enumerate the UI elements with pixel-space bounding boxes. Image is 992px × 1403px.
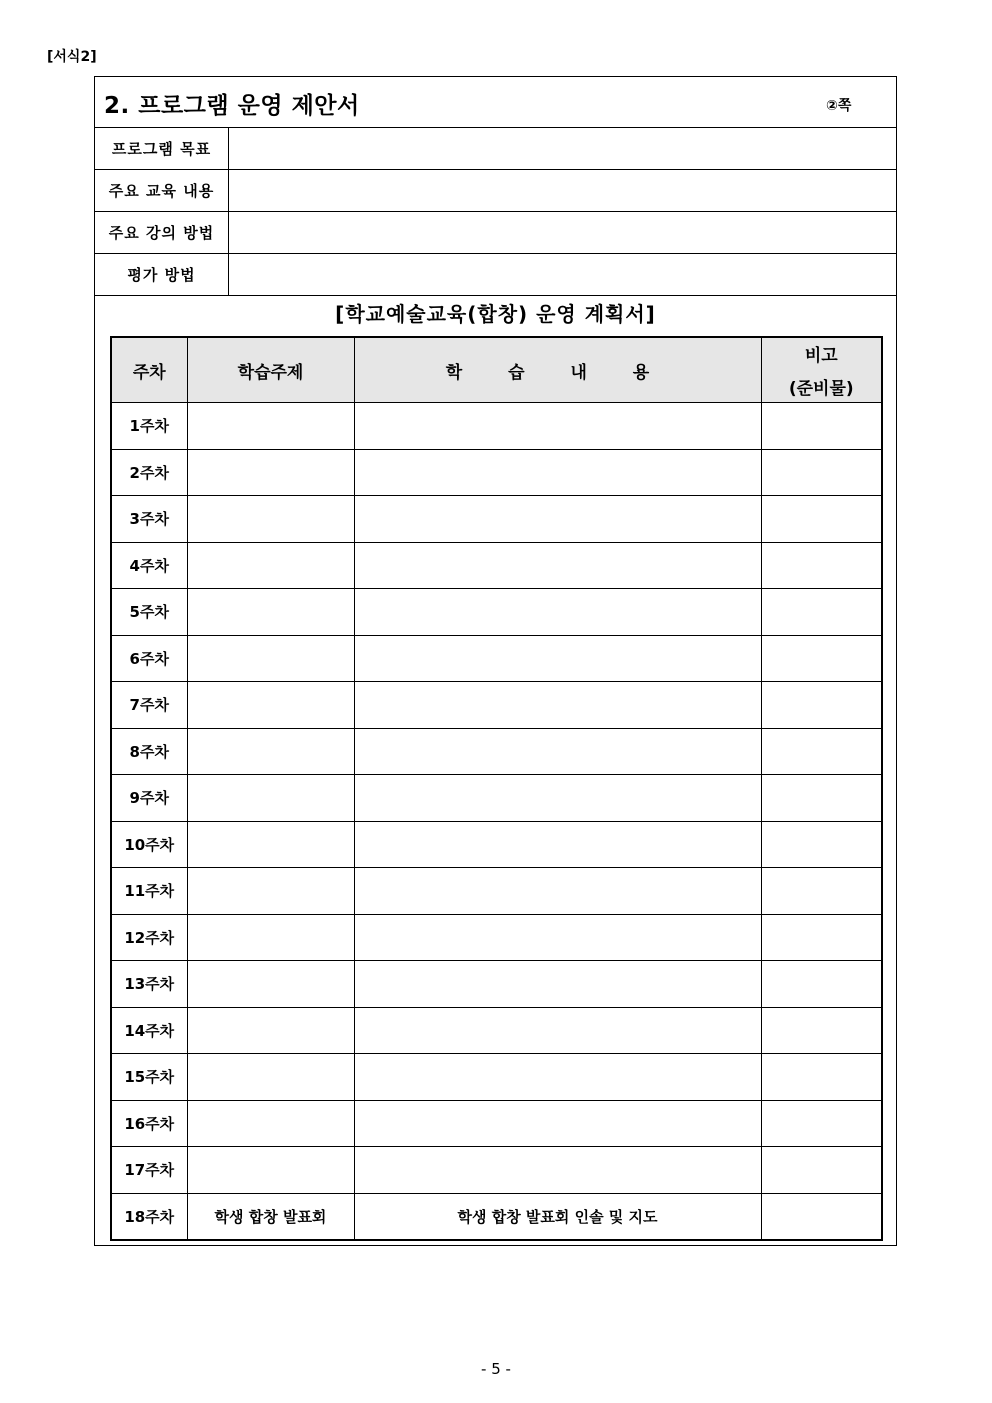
note-cell[interactable]: [761, 728, 882, 775]
plan-row: [111, 403, 882, 450]
plan-row: [111, 1193, 882, 1240]
title-row: [95, 77, 896, 128]
content-cell[interactable]: [354, 496, 761, 543]
content-cell[interactable]: [354, 682, 761, 729]
content-cell[interactable]: [354, 635, 761, 682]
week-cell: 6주차: [111, 635, 187, 682]
week-cell: 7주차: [111, 682, 187, 729]
topic-cell[interactable]: [187, 496, 354, 543]
header-note-line2: (준비물): [788, 379, 854, 399]
plan-row: [111, 775, 882, 822]
note-cell[interactable]: [761, 542, 882, 589]
week-cell: 9주차: [111, 775, 187, 822]
form-tag: [서식2]: [47, 49, 97, 65]
topic-cell[interactable]: [187, 589, 354, 636]
topic-cell[interactable]: [187, 403, 354, 450]
plan-row: [111, 589, 882, 636]
note-cell[interactable]: [761, 1193, 882, 1240]
week-cell: 15주차: [111, 1054, 187, 1101]
week-cell: 13주차: [111, 961, 187, 1008]
week-cell: 10주차: [111, 821, 187, 868]
header-topic: 학습주제: [187, 337, 354, 403]
topic-cell[interactable]: [187, 1054, 354, 1101]
topic-cell[interactable]: [187, 821, 354, 868]
week-cell: 5주차: [111, 589, 187, 636]
plan-row: [111, 449, 882, 496]
note-cell[interactable]: [761, 1147, 882, 1194]
content-cell[interactable]: [354, 449, 761, 496]
plan-row: [111, 1007, 882, 1054]
topic-cell[interactable]: [187, 961, 354, 1008]
plan-row: [111, 1147, 882, 1194]
note-cell[interactable]: [761, 868, 882, 915]
week-cell: 12주차: [111, 914, 187, 961]
weekly-plan-table: [110, 336, 883, 1241]
note-cell[interactable]: [761, 1007, 882, 1054]
content-cell[interactable]: [354, 821, 761, 868]
content-cell[interactable]: [354, 589, 761, 636]
info-label: 평가 방법: [95, 254, 229, 296]
plan-row: [111, 1100, 882, 1147]
info-value-field[interactable]: [229, 212, 897, 254]
header-note: [761, 337, 882, 403]
note-cell[interactable]: [761, 589, 882, 636]
info-label: 주요 교육 내용: [95, 170, 229, 212]
note-cell[interactable]: [761, 1054, 882, 1101]
plan-row: [111, 961, 882, 1008]
week-cell: 4주차: [111, 542, 187, 589]
content-cell[interactable]: [354, 1054, 761, 1101]
content-cell[interactable]: 학생 합창 발표회 인솔 및 지도: [354, 1193, 761, 1240]
topic-cell[interactable]: [187, 868, 354, 915]
content-cell[interactable]: [354, 775, 761, 822]
plan-row: [111, 542, 882, 589]
topic-cell[interactable]: [187, 1147, 354, 1194]
week-cell: 17주차: [111, 1147, 187, 1194]
info-value-field[interactable]: [229, 170, 897, 212]
topic-cell[interactable]: 학생 합창 발표회: [187, 1193, 354, 1240]
info-value-field[interactable]: [229, 254, 897, 296]
page-side-label: ②쪽: [826, 98, 852, 114]
header-week: 주차: [111, 337, 187, 403]
content-cell[interactable]: [354, 1147, 761, 1194]
note-cell[interactable]: [761, 1100, 882, 1147]
info-row: [95, 212, 896, 254]
week-cell: 1주차: [111, 403, 187, 450]
plan-row: [111, 496, 882, 543]
topic-cell[interactable]: [187, 1007, 354, 1054]
info-row: [95, 254, 896, 296]
topic-cell[interactable]: [187, 728, 354, 775]
topic-cell[interactable]: [187, 1100, 354, 1147]
content-cell[interactable]: [354, 961, 761, 1008]
note-cell[interactable]: [761, 635, 882, 682]
topic-cell[interactable]: [187, 775, 354, 822]
topic-cell[interactable]: [187, 635, 354, 682]
note-cell[interactable]: [761, 496, 882, 543]
week-cell: 8주차: [111, 728, 187, 775]
plan-row: [111, 868, 882, 915]
topic-cell[interactable]: [187, 542, 354, 589]
plan-header-row: [111, 337, 882, 403]
content-cell[interactable]: [354, 868, 761, 915]
plan-row: [111, 821, 882, 868]
content-cell[interactable]: [354, 403, 761, 450]
program-info-table: [95, 128, 896, 296]
info-row: [95, 128, 896, 170]
plan-title: [학교예술교육(합창) 운영 계획서]: [335, 302, 656, 326]
note-cell[interactable]: [761, 821, 882, 868]
note-cell[interactable]: [761, 449, 882, 496]
plan-row: [111, 914, 882, 961]
note-cell[interactable]: [761, 403, 882, 450]
week-cell: 14주차: [111, 1007, 187, 1054]
content-cell[interactable]: [354, 1100, 761, 1147]
topic-cell[interactable]: [187, 914, 354, 961]
content-cell[interactable]: [354, 914, 761, 961]
info-value-field[interactable]: [229, 128, 897, 170]
topic-cell[interactable]: [187, 449, 354, 496]
document-title: 2. 프로그램 운영 제안서: [104, 93, 360, 119]
week-cell: 11주차: [111, 868, 187, 915]
proposal-form: [94, 76, 897, 1246]
note-cell[interactable]: [761, 682, 882, 729]
week-cell: 18주차: [111, 1193, 187, 1240]
week-cell: 2주차: [111, 449, 187, 496]
plan-row: [111, 728, 882, 775]
plan-row: [111, 1054, 882, 1101]
topic-cell[interactable]: [187, 682, 354, 729]
header-content: 학 습 내 용: [354, 337, 761, 403]
week-cell: 3주차: [111, 496, 187, 543]
plan-row: [111, 635, 882, 682]
info-label: 프로그램 목표: [95, 128, 229, 170]
content-cell[interactable]: [354, 1007, 761, 1054]
header-note-line1: 비고: [804, 346, 838, 366]
content-cell[interactable]: [354, 728, 761, 775]
note-cell[interactable]: [761, 775, 882, 822]
plan-row: [111, 682, 882, 729]
note-cell[interactable]: [761, 914, 882, 961]
content-cell[interactable]: [354, 542, 761, 589]
info-label: 주요 강의 방법: [95, 212, 229, 254]
week-cell: 16주차: [111, 1100, 187, 1147]
info-row: [95, 170, 896, 212]
page-number: - 5 -: [481, 1360, 511, 1378]
note-cell[interactable]: [761, 961, 882, 1008]
